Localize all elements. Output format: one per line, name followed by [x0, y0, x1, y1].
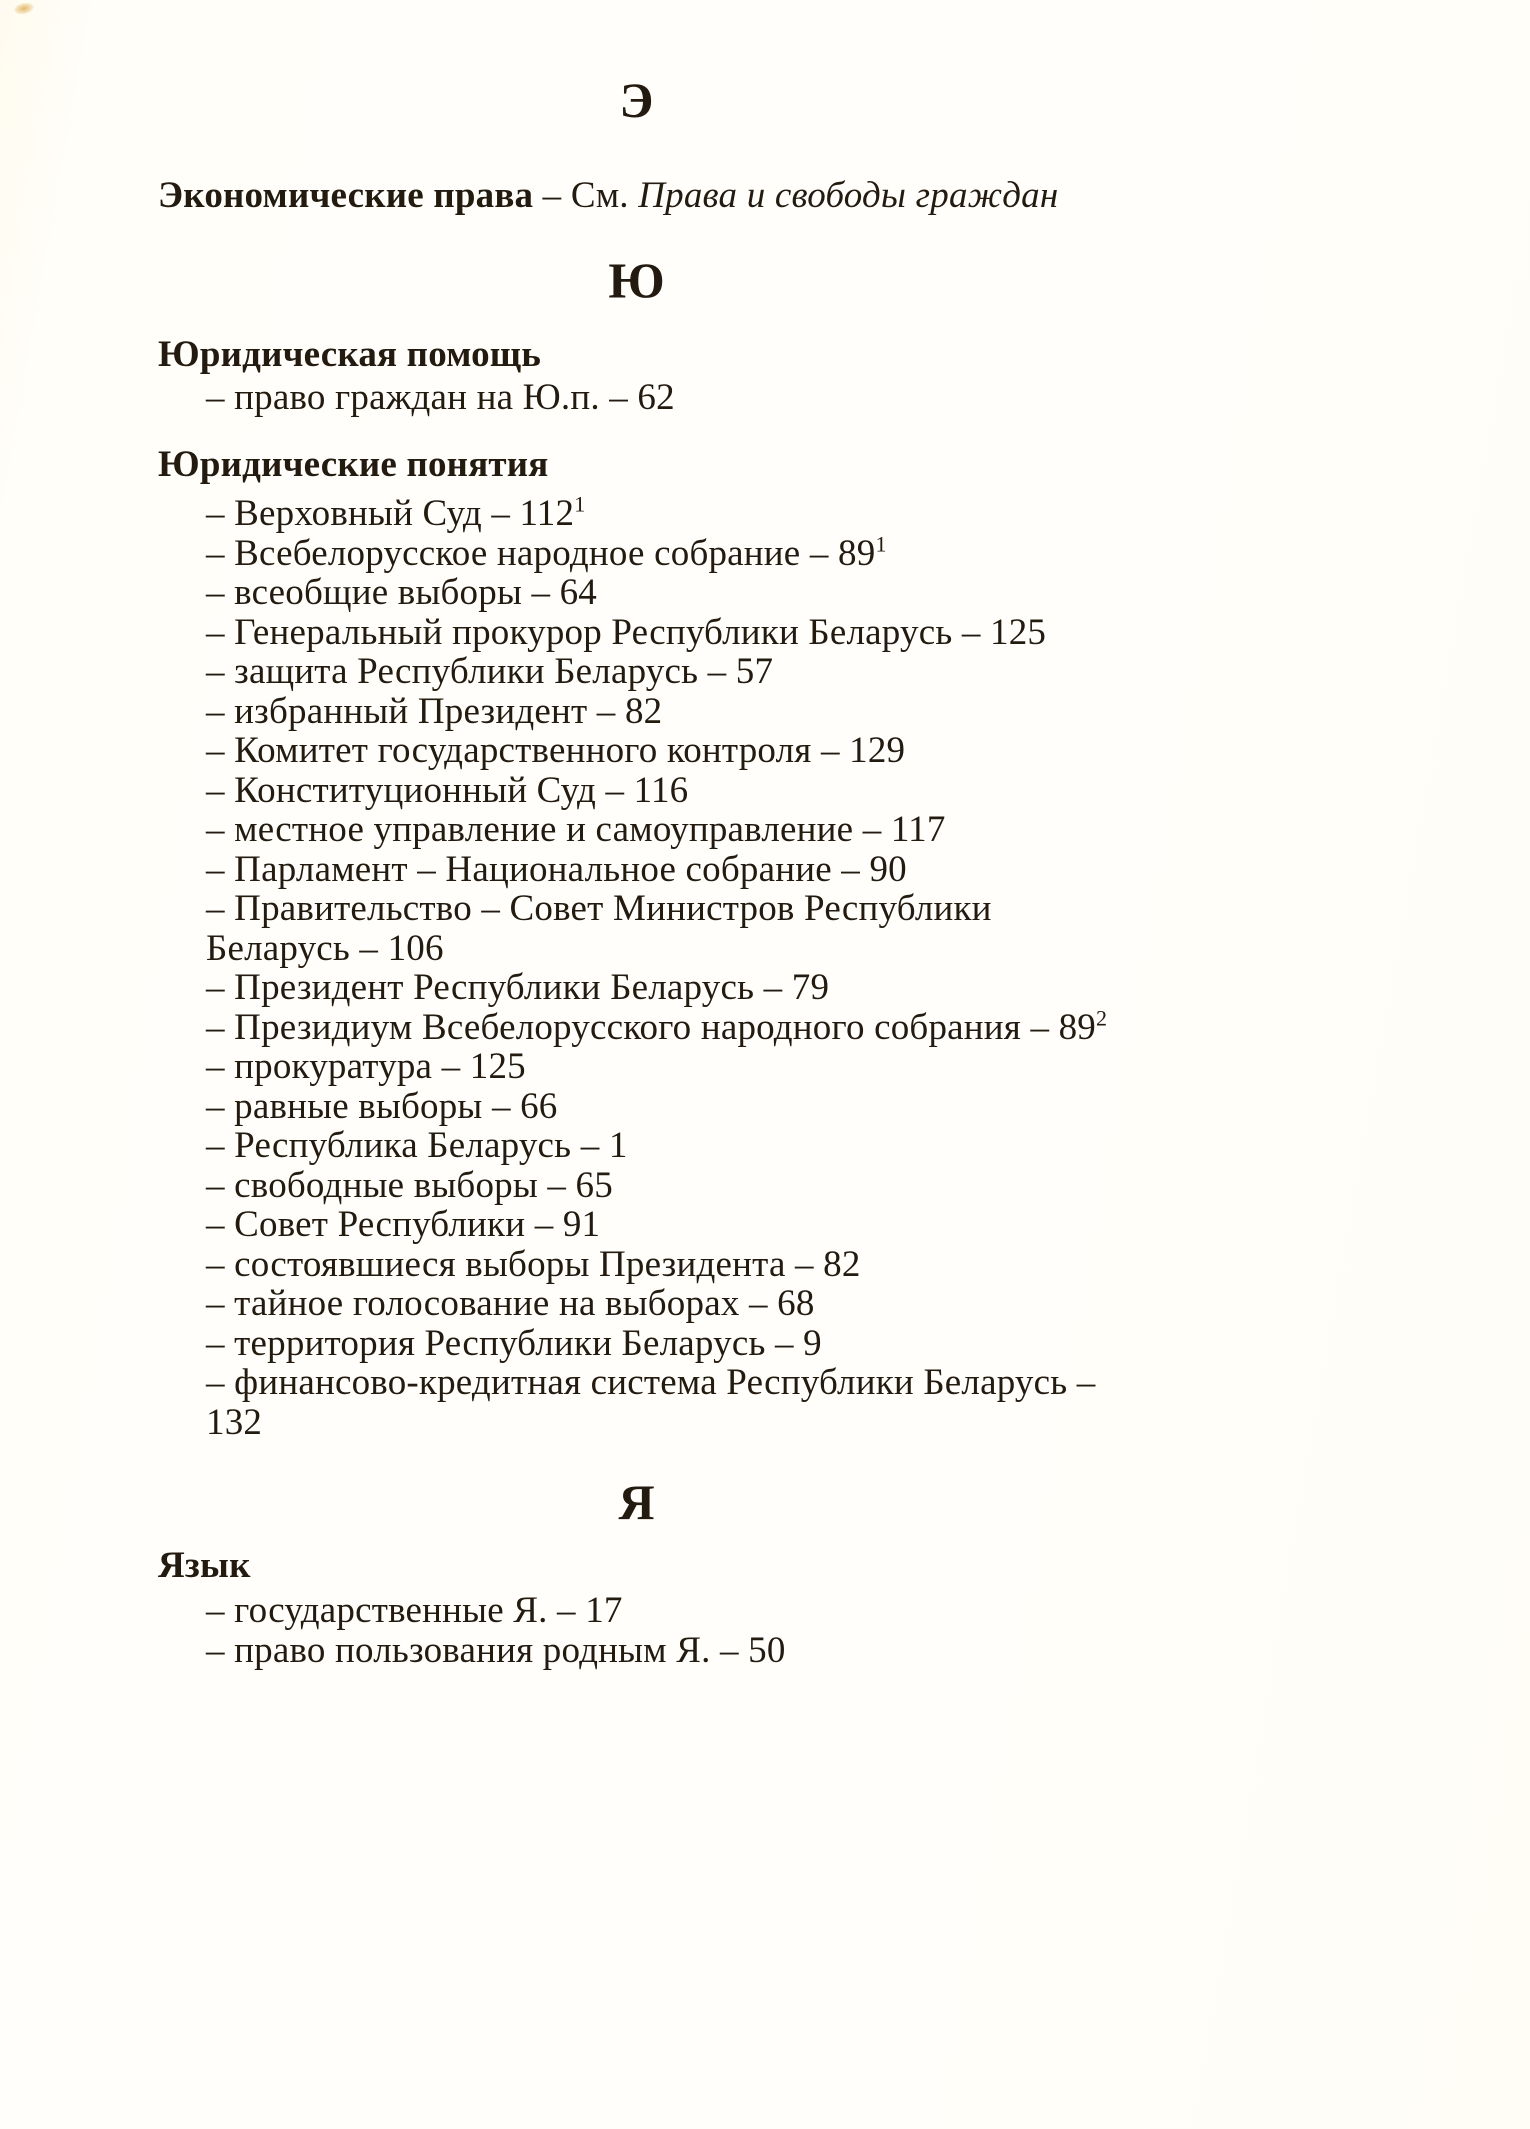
subentry-text: – защита Республики Беларусь – 57	[206, 651, 774, 692]
index-subentry	[158, 1324, 1116, 1364]
subentry-text: – прокуратура – 125	[206, 1046, 526, 1087]
index-subentry	[158, 1047, 1116, 1087]
subentry-text: – свободные выборы – 65	[206, 1164, 613, 1206]
index-subentry	[158, 810, 1116, 850]
subentry-text: – равные выборы – 66	[206, 1085, 558, 1127]
scan-artifact-smudge	[13, 1, 35, 16]
index-subentry	[158, 652, 1116, 692]
index-subentry	[158, 491, 1116, 534]
subentry-text: – территория Республики Беларусь – 9	[206, 1322, 822, 1364]
subentry-text: – Генеральный прокурор Республики Беларусь – 125	[206, 611, 1047, 653]
index-subentry	[158, 1284, 1116, 1324]
index-headword-language: Язык	[158, 1545, 251, 1586]
cross-ref-label: – См.	[533, 175, 639, 216]
index-subentry	[158, 1205, 1116, 1245]
subentry-text: – Совет Республики – 91	[206, 1204, 601, 1245]
subentry-text: – Парламент – Национальное собрание – 90	[206, 848, 907, 890]
subentry-text: – Верховный Суд – 112	[206, 493, 575, 534]
subentry-text: – Президиум Всебелорусского народного собрания – 89	[206, 1006, 1096, 1048]
index-subentry	[158, 1126, 1116, 1166]
index-subentry	[158, 1166, 1116, 1206]
index-subentry	[158, 771, 1116, 811]
index-content	[158, 0, 1116, 1671]
index-subentry	[158, 531, 1116, 574]
subentry-text: – состоявшиеся выборы Президента – 82	[206, 1243, 861, 1285]
index-headword: Экономические права	[158, 175, 534, 216]
legal-concepts-subentry-list	[158, 491, 1116, 1443]
superscript-article-number: 1	[574, 491, 586, 517]
subentry-text: – местное управление и самоуправление – 117	[206, 809, 946, 850]
index-subentry	[158, 731, 1116, 771]
subentry-text: – Всебелорусское народное собрание – 89	[206, 532, 876, 574]
subentry-text: – финансово-кредитная система Республики Беларусь – 132	[206, 1362, 1096, 1443]
index-subentry	[158, 573, 1116, 613]
subentry-text: – избранный Президент – 82	[206, 690, 663, 732]
superscript-article-number: 2	[1096, 1005, 1108, 1031]
index-headword-legal-help: Юридическая помощь	[158, 334, 542, 375]
index-subentry: – право граждан на Ю.п. – 62	[206, 377, 675, 418]
section-letter-e: Э	[619, 72, 655, 128]
index-entry-economic-rights	[158, 174, 1116, 218]
index-subentry	[158, 1363, 1116, 1442]
index-subentry	[158, 968, 1116, 1008]
index-subentry: – государственные Я. – 17	[206, 1590, 623, 1631]
index-subentry	[158, 1245, 1116, 1285]
subentry-text: – тайное голосование на выборах – 68	[206, 1283, 815, 1324]
cross-ref-target: Права и свободы граждан	[638, 175, 1059, 216]
section-letter-yu: Ю	[608, 252, 666, 308]
subentry-text: – Правительство – Совет Министров Республики Беларусь – 106	[206, 888, 992, 969]
index-subentry	[158, 1005, 1116, 1048]
index-subentry	[158, 889, 1116, 968]
subentry-text: – Республика Беларусь – 1	[206, 1125, 628, 1166]
superscript-article-number: 1	[875, 531, 887, 557]
index-headword-legal-concepts: Юридические понятия	[158, 444, 549, 485]
index-subentry	[158, 1087, 1116, 1127]
index-subentry	[158, 613, 1116, 653]
index-subentry: – право пользования родным Я. – 50	[206, 1630, 786, 1671]
subentry-text: – Президент Республики Беларусь – 79	[206, 967, 830, 1008]
section-letter-ya: Я	[618, 1474, 656, 1530]
subentry-text: – всеобщие выборы – 64	[206, 572, 598, 613]
subentry-text: – Конституционный Суд – 116	[206, 769, 689, 811]
index-subentry	[158, 692, 1116, 732]
subentry-text: – Комитет государственного контроля – 129	[206, 730, 906, 771]
index-subentry	[158, 850, 1116, 890]
